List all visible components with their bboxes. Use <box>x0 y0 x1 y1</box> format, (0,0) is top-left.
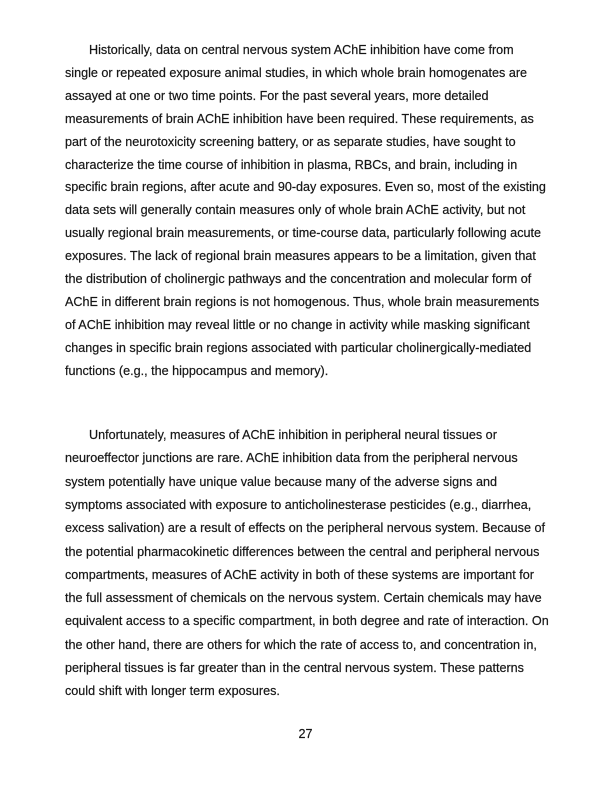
paragraph-1-line: functions (e.g., the hippocampus and memory). <box>65 363 329 378</box>
page-number: 27 <box>298 727 313 741</box>
paragraph-1-line: measurements of brain AChE inhibition have been required. These requirements, as <box>65 111 534 126</box>
paragraph-1-line: exposures. The lack of regional brain measures appears to be a limitation, given that <box>65 249 536 264</box>
paragraph-2-line: compartments, measures of AChE activity in both of these systems are important for <box>65 567 534 582</box>
paragraph-1-line: Historically, data on central nervous system AChE inhibition have come from <box>89 43 514 57</box>
paragraph-2-line: symptoms associated with exposure to anticholinesterase pesticides (e.g., diarrhea, <box>65 497 532 512</box>
paragraph-1-line: the distribution of cholinergic pathways and the concentration and molecular form of <box>65 272 532 286</box>
paragraph-2-line: could shift with longer term exposures. <box>65 684 280 699</box>
paragraph-1-line: specific brain regions, after acute and 90-day exposures. Even so, most of the existing <box>65 180 546 195</box>
paragraph-1-line: usually regional brain measurements, or time-course data, particularly following acute <box>65 226 541 241</box>
paragraph-1-line: single or repeated exposure animal studies, in which whole brain homogenates are <box>65 65 528 80</box>
paragraph-2-line: the potential pharmacokinetic differences between the central and peripheral nervous <box>65 544 540 559</box>
paragraph-1-line: of AChE inhibition may reveal little or no change in activity while masking significant <box>65 317 530 332</box>
paragraph-2-line: equivalent access to a specific compartment, in both degree and rate of interaction. On <box>65 614 549 629</box>
paragraph-2-line: the full assessment of chemicals on the nervous system. Certain chemicals may have <box>65 591 542 606</box>
paragraph-1-line: changes in specific brain regions associated with particular cholinergically-mediated <box>65 340 532 355</box>
paragraph-1-line: characterize the time course of inhibition in plasma, RBCs, and brain, including in <box>65 157 518 172</box>
paragraph-2-line: peripheral tissues is far greater than in the central nervous system. These patterns <box>65 661 524 675</box>
paragraph-2-line: Unfortunately, measures of AChE inhibition in peripheral neural tissues or <box>89 428 497 442</box>
paragraph-2-line: the other hand, there are others for which the rate of access to, and concentration in, <box>65 637 537 652</box>
paragraph-1-line: part of the neurotoxicity screening battery, or as separate studies, have sought to <box>65 134 516 149</box>
paragraph-1-line: data sets will generally contain measures only of whole brain AChE activity, but not <box>65 203 526 218</box>
paragraph-2-line: system potentially have unique value because many of the adverse signs and <box>65 474 497 489</box>
paragraph-2-line: neuroeffector junctions are rare. AChE inhibition data from the peripheral nervous <box>65 451 518 466</box>
paragraph-1-line: AChE in different brain regions is not homogenous. Thus, whole brain measurements <box>65 294 540 309</box>
paragraph-2-line: excess salivation) are a result of effects on the peripheral nervous system. Because of <box>65 521 545 536</box>
paragraph-1-line: assayed at one or two time points. For the past several years, more detailed <box>65 88 489 103</box>
